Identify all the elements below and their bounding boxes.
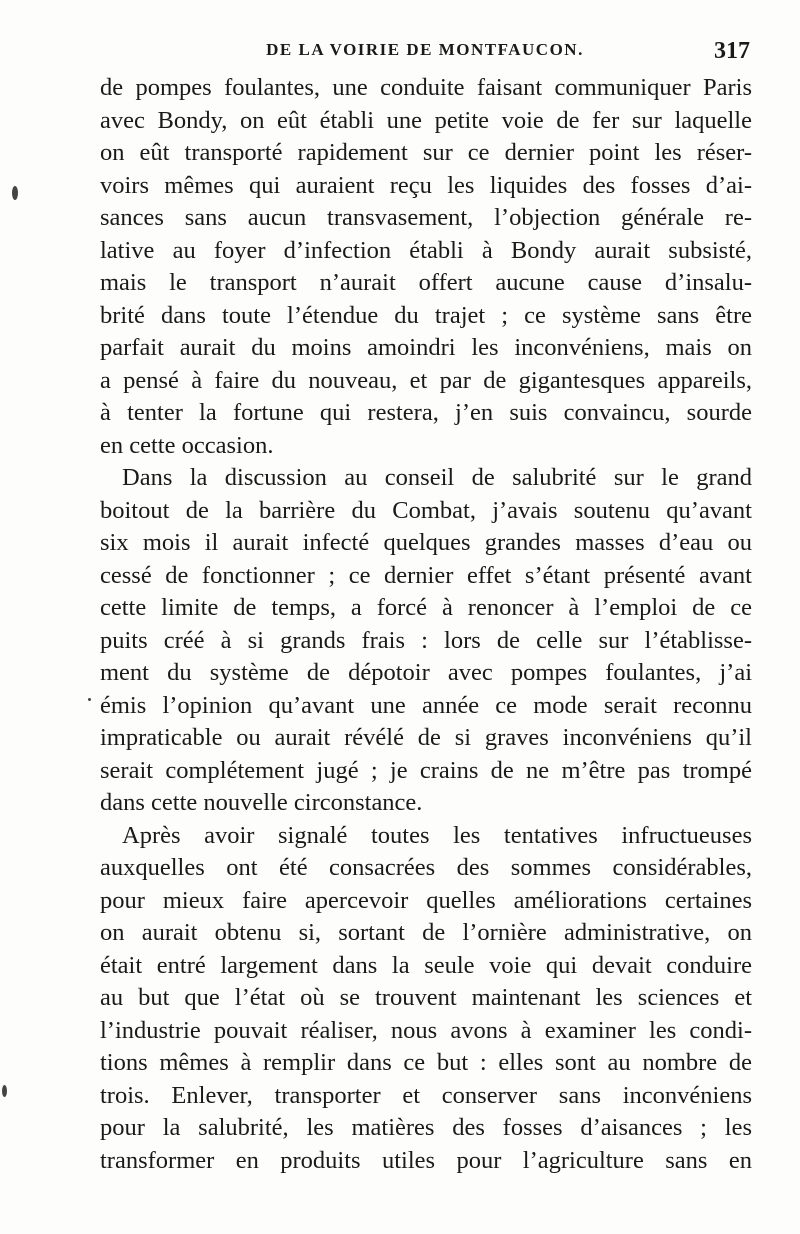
text-line: sances sans aucun transvasement, l’objection générale re- [100, 204, 752, 231]
text-line: cette limite de temps, a forcé à renoncer à l’emploi de ce [100, 594, 752, 621]
text-line: transformer en produits utiles pour l’agriculture sans en [100, 1146, 752, 1174]
text-line: mais le transport n’aurait offert aucune cause d’insalu- [100, 269, 752, 296]
running-head: DE LA VOIRIE DE MONTFAUCON. [266, 40, 584, 59]
text-line: on aurait obtenu si, sortant de l’ornière administrative, on [100, 919, 752, 946]
text-line: six mois il aurait infecté quelques grandes masses d’eau ou [100, 529, 752, 556]
text-line: de pompes foulantes, une conduite faisant communiquer Paris [100, 74, 752, 101]
margin-speck [2, 1085, 7, 1097]
text-line: a pensé à faire du nouveau, et par de gigantesques appareils, [100, 366, 752, 394]
text-line: on eût transporté rapidement sur ce dernier point les réser- [100, 139, 752, 166]
text-line: trois. Enlever, transporter et conserver sans inconvéniens [100, 1081, 752, 1109]
text-line: en cette occasion. [100, 431, 274, 459]
text-line: parfait aurait du moins amoindri les inconvéniens, mais on [100, 334, 752, 361]
margin-speck [88, 698, 91, 701]
text-line: lative au foyer d’infection établi à Bondy aurait subsisté, [100, 236, 752, 264]
text-line: impraticable ou aurait révélé de si graves inconvéniens qu’il [100, 724, 752, 751]
text-line: émis l’opinion qu’avant une année ce mode serait reconnu [100, 691, 752, 719]
text-line: ment du système de dépotoir avec pompes foulantes, j’ai [100, 659, 752, 686]
text-line: boitout de la barrière du Combat, j’avais soutenu qu’avant [100, 496, 752, 524]
text-line: dans cette nouvelle circonstance. [100, 789, 423, 816]
text-line: était entré largement dans la seule voie qui devait conduire [100, 951, 752, 979]
text-line: avec Bondy, on eût établi une petite voie de fer sur laquelle [100, 106, 752, 134]
body-text [100, 72, 752, 1177]
text-line: brité dans toute l’étendue du trajet ; ce système sans être [100, 301, 752, 329]
text-line: cessé de fonctionner ; ce dernier effet s’étant présenté avant [100, 561, 752, 589]
text-line: tions mêmes à remplir dans ce but : elles sont au nombre de [100, 1049, 752, 1076]
text-line: Dans la discussion au conseil de salubrité sur le grand [122, 464, 752, 491]
text-line: l’industrie pouvait réaliser, nous avons à examiner les condi- [100, 1016, 752, 1044]
text-line: puits créé à si grands frais : lors de celle sur l’établisse- [100, 626, 752, 654]
page-number: 317 [714, 38, 750, 64]
text-line: pour mieux faire apercevoir quelles améliorations certaines [100, 886, 752, 914]
text-line: à tenter la fortune qui restera, j’en suis convaincu, sourde [100, 399, 752, 426]
margin-speck [12, 186, 18, 200]
text-line: voirs mêmes qui auraient reçu les liquides des fosses d’ai- [100, 171, 752, 199]
text-line: Après avoir signalé toutes les tentatives infructueuses [122, 821, 752, 849]
text-line: auxquelles ont été consacrées des sommes considérables, [100, 854, 752, 881]
page-header [100, 38, 750, 68]
text-line: pour la salubrité, les matières des fosses d’aisances ; les [100, 1114, 752, 1141]
text-line: au but que l’état où se trouvent maintenant les sciences et [100, 984, 752, 1011]
text-line: serait complétement jugé ; je crains de ne m’être pas trompé [100, 756, 752, 784]
